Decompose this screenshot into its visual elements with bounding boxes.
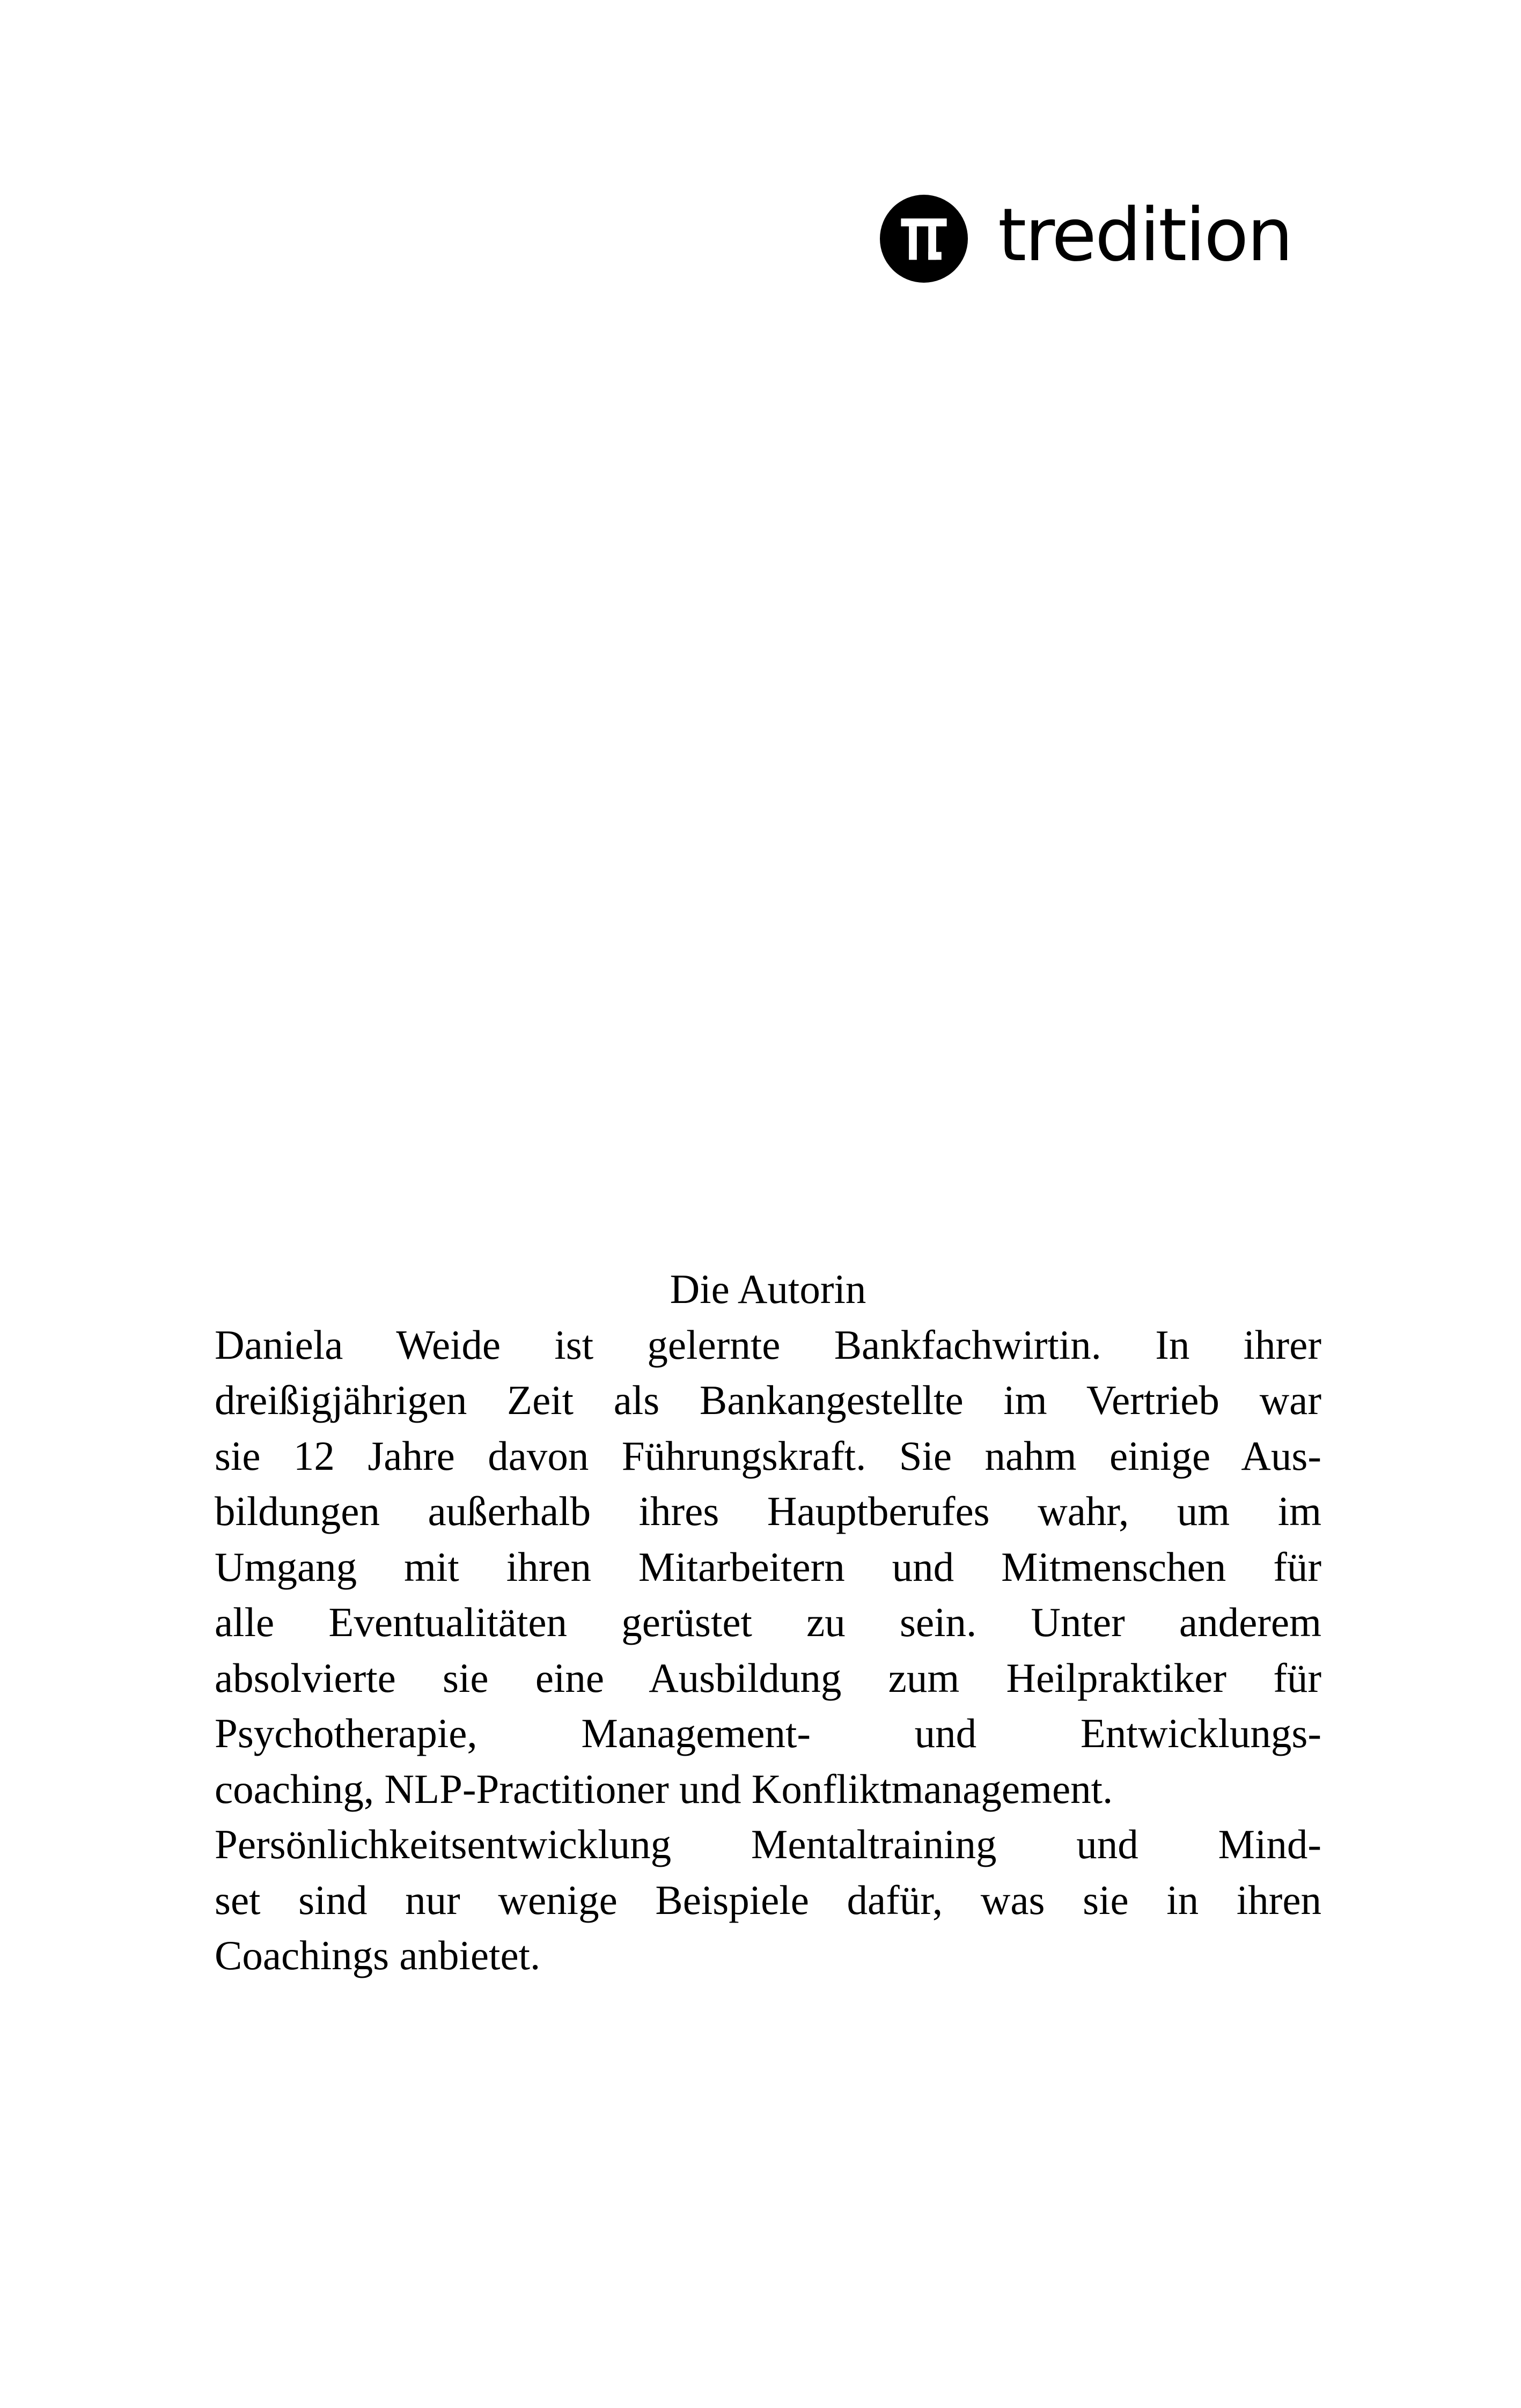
author-bio-section — [215, 1262, 1321, 1984]
publisher-name: tredition — [998, 193, 1292, 278]
publisher-logo — [880, 193, 1292, 284]
author-bio-line: Umgang mit ihren Mitarbeitern und Mitmenschen für — [215, 1543, 1321, 1590]
author-bio-line: Psychotherapie, Management- und Entwicklungs- — [215, 1710, 1321, 1756]
author-bio-line: coaching, NLP-Practitioner und Konfliktmanagement. — [215, 1765, 1113, 1812]
author-bio-line: sie 12 Jahre davon Führungskraft. Sie nahm einige Aus- — [215, 1432, 1321, 1479]
tredition-logo-icon — [880, 195, 968, 283]
author-bio-line: dreißigjährigen Zeit als Bankangestellte im Vertrieb war — [215, 1377, 1321, 1423]
author-bio-line: Daniela Weide ist gelernte Bankfachwirtin. In ihrer — [215, 1321, 1321, 1368]
author-bio-line: bildungen außerhalb ihres Hauptberufes wahr, um im — [215, 1488, 1321, 1534]
author-bio-line: absolvierte sie eine Ausbildung zum Heilpraktiker für — [215, 1654, 1321, 1701]
author-bio-line: set sind nur wenige Beispiele dafür, was sie in ihren — [215, 1876, 1321, 1923]
author-bio-heading: Die Autorin — [670, 1266, 866, 1312]
author-bio-line: alle Eventualitäten gerüstet zu sein. Unter anderem — [215, 1599, 1321, 1645]
author-bio-line: Persönlichkeitsentwicklung Mentaltraining und Mind- — [215, 1821, 1321, 1867]
author-bio-line: Coachings anbietet. — [215, 1932, 541, 1978]
